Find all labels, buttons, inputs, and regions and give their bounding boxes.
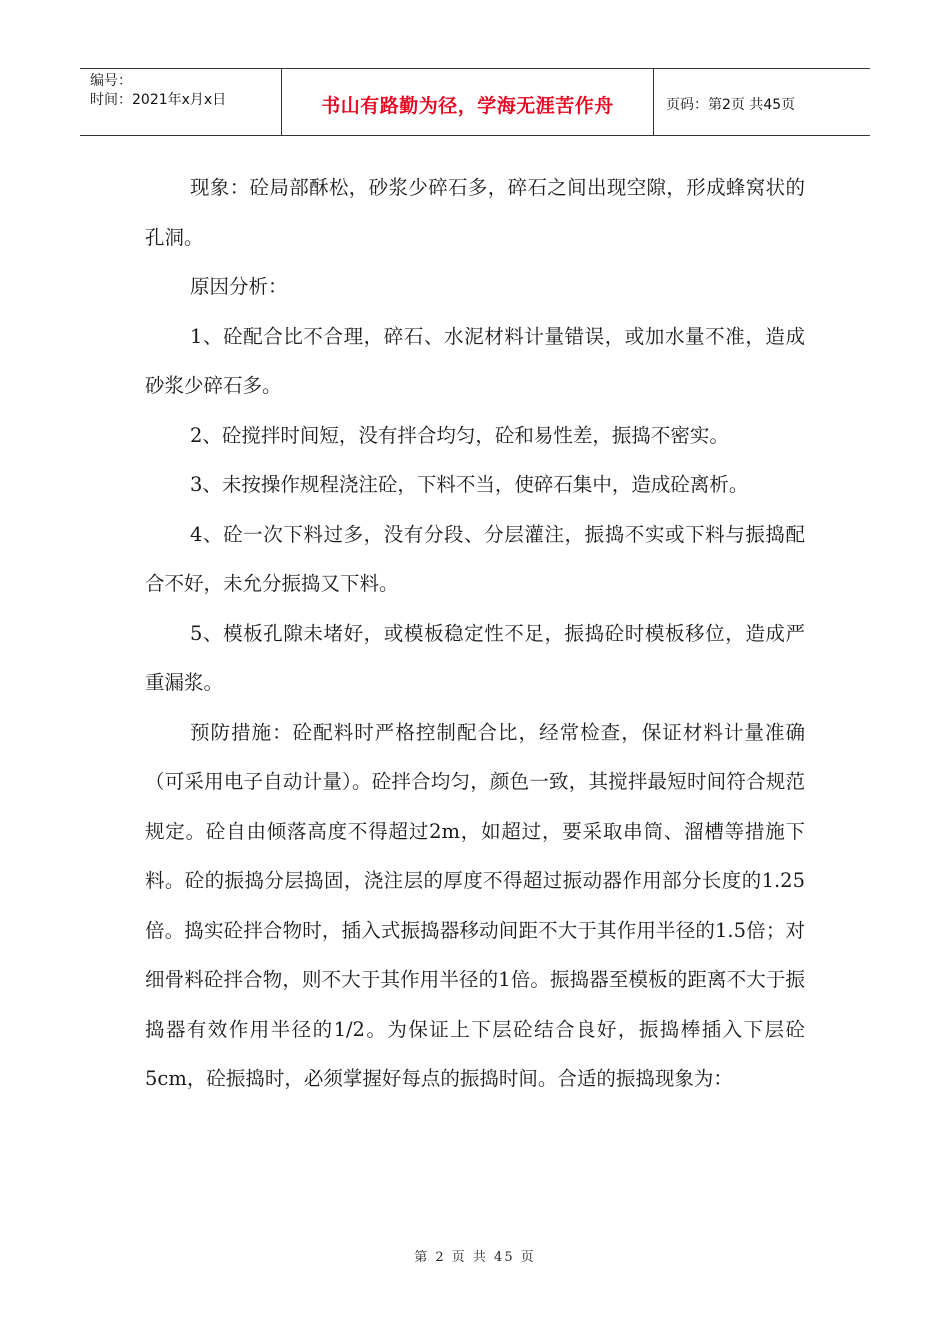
header-meta (80, 69, 282, 135)
header-motto: 书山有路勤为径，学海无涯苦作舟 (282, 69, 654, 135)
paragraph-cause-5: 5、模板孔隙未堵好，或模板稳定性不足，振捣砼时模板移位，造成严重漏浆。 (145, 621, 805, 694)
paragraph-phenomenon: 现象：砼局部酥松，砂浆少碎石多，碎石之间出现空隙，形成蜂窝状的孔洞。 (145, 176, 805, 249)
paragraph-prevention: 预防措施：砼配料时严格控制配合比，经常检查，保证材料计量准确（可采用电子自动计量）。砼拌合均匀，颜色一致，其搅拌最短时间符合规范规定。砼自由倾落高度不得超过2m，如超过，要采取串筒、溜槽等措施下料。砼的振捣分层捣固，浇注层的厚度不得超过振动器作用部分长度的1.25倍。捣实砼拌合物时，插入式振捣器移动间距不大于其作用半径的1.5倍；对细骨料砼拌合物，则不大于其作用半径的1倍。振捣器至模板的距离不大于振捣器有效作用半径的1/2。为保证上下层砼结合良好，振捣棒插入下层砼5cm，砼振捣时，必须掌握好每点的振捣时间。合适的振捣现象为： (145, 720, 805, 1090)
document-number-label: 编号： (90, 73, 132, 89)
paragraph-cause-3: 3、未按操作规程浇注砼，下料不当，使碎石集中，造成砼离析。 (190, 473, 749, 496)
document-body (145, 163, 805, 1104)
header-page-code: 页码：第2页 共45页 (666, 97, 796, 113)
paragraph-cause-heading: 原因分析： (190, 275, 288, 298)
paragraph-cause-4: 4、砼一次下料过多，没有分段、分层灌注，振捣不实或下料与振捣配合不好，未允分振捣又下料。 (145, 522, 805, 595)
page-header (80, 68, 870, 136)
paragraph-cause-1: 1、砼配合比不合理，碎石、水泥材料计量错误，或加水量不准，造成砂浆少碎石多。 (145, 324, 805, 397)
document-date: 时间：2021年x月x日 (90, 92, 227, 108)
page-footer: 第 2 页 共 45 页 (414, 1250, 536, 1265)
paragraph-cause-2: 2、砼搅拌时间短，没有拌合均匀，砼和易性差，振捣不密实。 (190, 423, 729, 447)
